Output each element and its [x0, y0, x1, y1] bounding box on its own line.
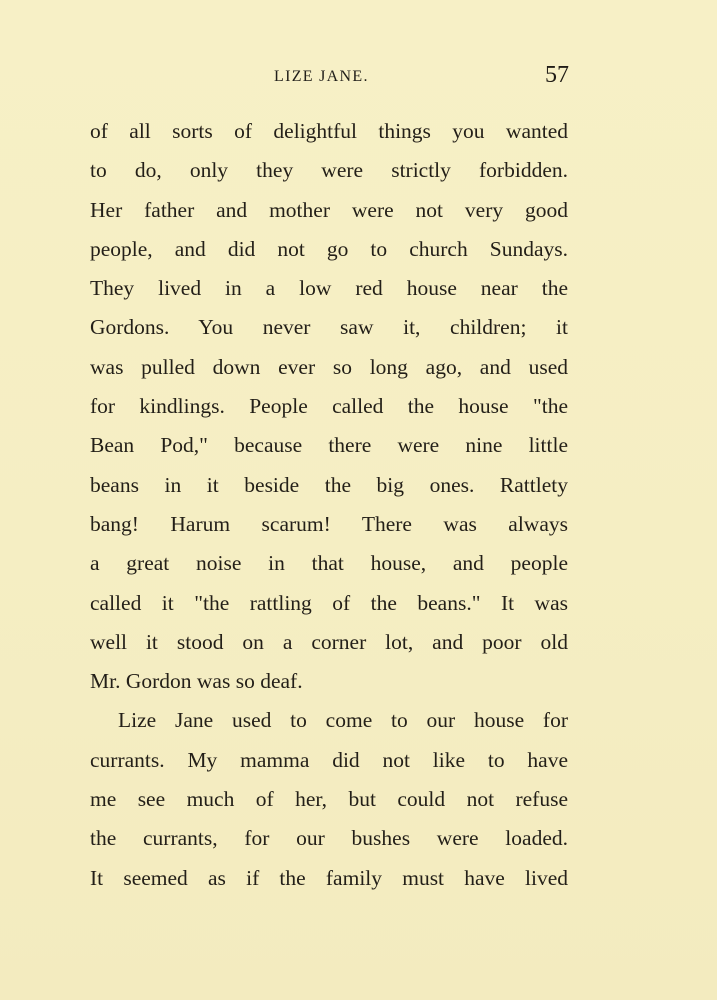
text-line: Bean Pod," because there were nine little — [90, 433, 568, 458]
text-line: of all sorts of delightful things you wanted — [90, 119, 568, 143]
text-line: bang! Harum scarum! There was always — [90, 511, 568, 536]
text-line: It seemed as if the family must have lived — [90, 865, 568, 890]
text-line: called it "the rattling of the beans." It was — [90, 590, 568, 615]
paragraph-start-line: Lize Jane used to come to our house for — [118, 708, 568, 733]
text-line: beans in it beside the big ones. Rattlety — [90, 472, 568, 497]
page-header — [90, 58, 569, 98]
body-text — [90, 112, 568, 898]
text-line: currants. My mamma did not like to have — [90, 747, 568, 772]
text-line: Gordons. You never saw it, children; it — [90, 315, 568, 340]
page-number: 57 — [545, 62, 569, 88]
text-line: Her father and mother were not very good — [90, 197, 568, 222]
running-title: LIZE JANE. — [274, 68, 369, 85]
text-line: well it stood on a corner lot, and poor old — [90, 629, 568, 654]
text-line: to do, only they were strictly forbidden. — [90, 158, 568, 183]
text-line: was pulled down ever so long ago, and used — [90, 354, 568, 379]
text-line: They lived in a low red house near the — [90, 276, 568, 301]
text-line: a great noise in that house, and people — [90, 551, 568, 576]
text-line: me see much of her, but could not refuse — [90, 787, 568, 812]
text-line: for kindlings. People called the house "the — [90, 394, 568, 419]
paragraph-end-line: Mr. Gordon was so deaf. — [90, 669, 303, 694]
text-line: people, and did not go to church Sundays. — [90, 236, 568, 261]
text-line: the currants, for our bushes were loaded. — [90, 826, 568, 851]
